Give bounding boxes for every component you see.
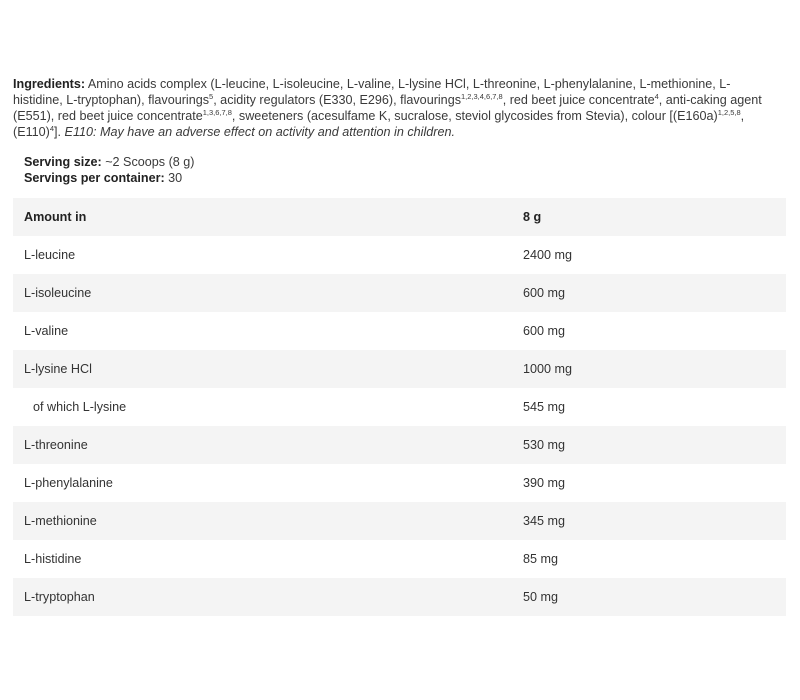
- ingredients-text: , acidity regulators (E330, E296), flavourings: [213, 93, 461, 107]
- row-name: L-isoleucine: [13, 274, 523, 312]
- row-value: 390 mg: [523, 476, 566, 490]
- header-name: Amount in: [13, 198, 523, 236]
- table-row: [13, 464, 786, 502]
- row-value: 85 mg: [523, 552, 559, 566]
- serving-info: [24, 154, 194, 186]
- row-value: 50 mg: [523, 578, 786, 616]
- row-value: 1000 mg: [523, 350, 786, 388]
- row-name: L-phenylalanine: [24, 476, 113, 490]
- header-value: 8 g: [523, 198, 786, 236]
- row-name: L-threonine: [13, 426, 523, 464]
- table-row: [13, 502, 786, 540]
- ingredients-text: , anti-caking agent (E551), red beet juice concentrate: [13, 93, 762, 123]
- row-name: L-histidine: [24, 552, 82, 566]
- servings-per-container-label: Servings per container:: [24, 171, 165, 185]
- footnote-ref: 1,2,5,8: [717, 107, 741, 117]
- serving-size: [24, 154, 194, 170]
- nutrition-table: [13, 198, 786, 616]
- serving-size-label: Serving size:: [24, 155, 102, 169]
- table-header-row: [13, 198, 786, 236]
- servings-per-container-value: 30: [164, 171, 183, 185]
- ingredients-text: , sweeteners (acesulfame K, sucralose, steviol glycosides from Stevia), colour [(E160a): [231, 109, 718, 123]
- ingredients-text: , (E110): [13, 109, 745, 139]
- ingredients-text: ].: [54, 125, 65, 139]
- ingredients-text: Amino acids complex (L-leucine, L-isoleucine, L-valine, L-lysine HCl, L-threonine, L-phenylalanine, L-methionine, L-histidine, L-tryptophan), flavourings: [13, 77, 731, 107]
- footnote-ref: 5: [209, 91, 214, 101]
- row-value: 530 mg: [523, 426, 786, 464]
- ingredients-label: Ingredients:: [13, 77, 86, 91]
- servings-per-container: [24, 170, 194, 186]
- warning-note: E110: May have an adverse effect on activity and attention in children.: [64, 125, 455, 139]
- row-name-sub: of which L-lysine: [33, 400, 127, 414]
- table-row: [13, 578, 786, 616]
- table-row: [13, 540, 786, 578]
- table-row: [13, 274, 786, 312]
- row-value: 345 mg: [523, 502, 786, 540]
- ingredients-text: , red beet juice concentrate: [502, 93, 655, 107]
- row-value: 600 mg: [523, 324, 566, 338]
- table-row: [13, 350, 786, 388]
- footnote-ref: 1,3,6,7,8: [202, 107, 232, 117]
- row-value: 600 mg: [523, 274, 786, 312]
- table-row: [13, 388, 786, 426]
- row-value: 545 mg: [523, 400, 566, 414]
- table-row: [13, 236, 786, 274]
- row-name: L-valine: [24, 324, 69, 338]
- row-name: L-leucine: [24, 248, 76, 262]
- row-name: L-lysine HCl: [13, 350, 523, 388]
- footnote-ref: 4: [49, 123, 55, 133]
- row-name: L-methionine: [13, 502, 523, 540]
- footnote-ref: 1,2,3,4,6,7,8: [461, 91, 503, 101]
- footnote-ref: 4: [654, 91, 659, 101]
- table-row: [13, 312, 786, 350]
- table-row: [13, 426, 786, 464]
- row-name: L-tryptophan: [13, 578, 523, 616]
- ingredients-paragraph: [13, 76, 768, 140]
- serving-size-value: ~2 Scoops (8 g): [101, 155, 195, 169]
- row-value: 2400 mg: [523, 248, 573, 262]
